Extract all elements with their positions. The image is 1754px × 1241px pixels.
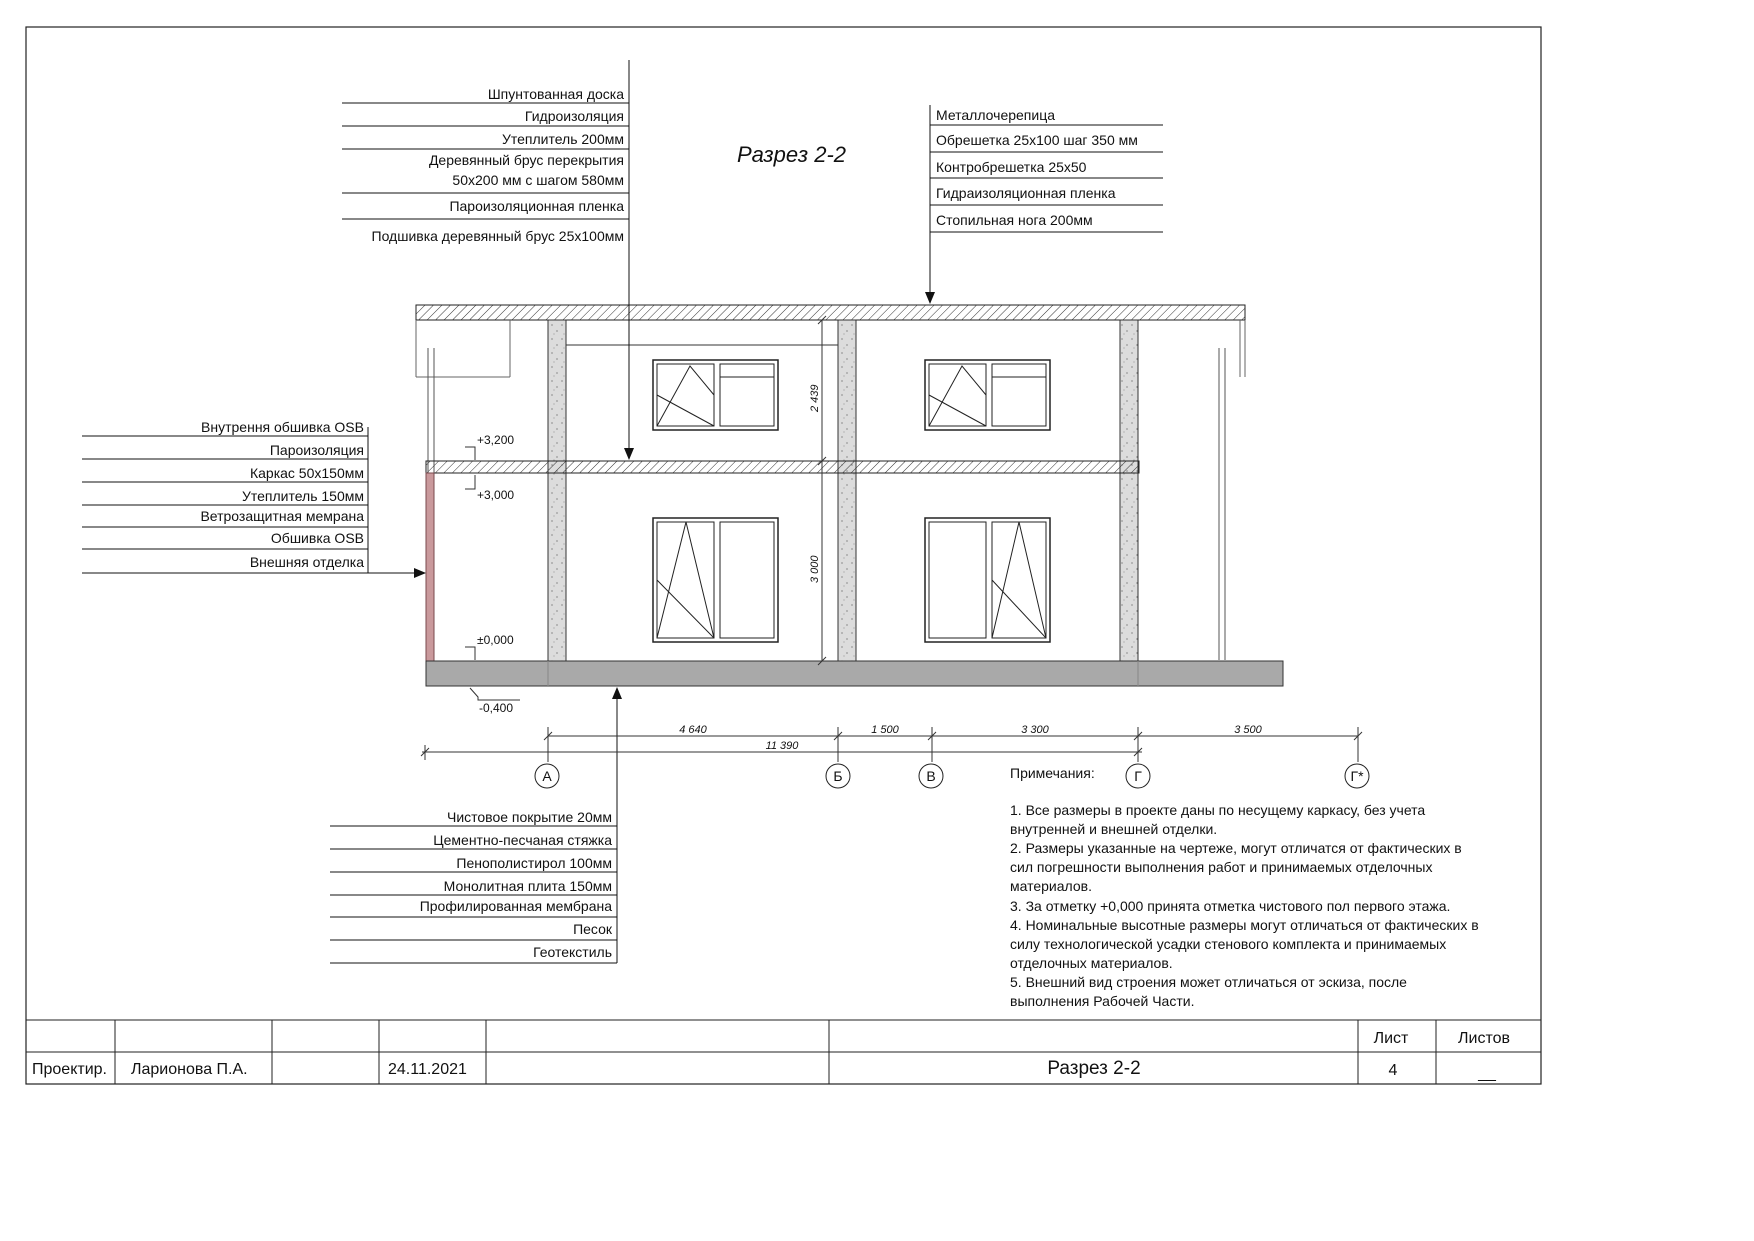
note-line: материалов. xyxy=(1010,878,1092,894)
ceiling-layer-4b: 50х200 мм с шагом 580мм xyxy=(452,172,624,188)
door-lower-left xyxy=(653,518,778,642)
wall-layer-2: Пароизоляция xyxy=(269,442,364,458)
note-line: сил погрешности выполнения работ и принимаемых отделочных xyxy=(1010,859,1433,875)
tb-sheets-label: Листов xyxy=(1458,1030,1510,1047)
dim-lower-height: 3 000 xyxy=(809,555,821,583)
floor-layer-7: Геотекстиль xyxy=(533,944,612,960)
floor-layer-4: Монолитная плита 150мм xyxy=(443,878,612,894)
column-a xyxy=(548,320,566,661)
roof-layers-callout xyxy=(930,105,1163,303)
ceiling-layer-6: Подшивка деревянный брус 25х100мм xyxy=(371,228,624,244)
dim-3300: 3 300 xyxy=(1021,724,1049,736)
axis-v: В xyxy=(926,768,936,784)
wall-layer-3: Каркас 50х150мм xyxy=(249,465,364,481)
wall-layer-4: Утеплитель 150мм xyxy=(241,488,364,504)
ceiling-layer-4a: Деревянный брус перекрытия xyxy=(428,152,624,168)
dim-upper-height: 2 439 xyxy=(809,384,821,412)
dim-1500: 1 500 xyxy=(871,724,899,736)
elev-0000: ±0,000 xyxy=(477,633,514,647)
floor-layer-6: Песок xyxy=(573,921,612,937)
elev-0400: -0,400 xyxy=(479,701,514,715)
floor-layer-3: Пенополистирол 100мм xyxy=(456,855,612,871)
dim-4640: 4 640 xyxy=(679,724,707,736)
note-line: 2. Размеры указанные на чертеже, могут отличатся от фактических в xyxy=(1010,840,1462,856)
note-line: силу технологической усадки стенового комплекта и принимаемых xyxy=(1010,936,1447,952)
horizontal-dimensions xyxy=(421,724,1362,762)
column-g xyxy=(1120,320,1138,661)
title-block xyxy=(26,1020,1541,1084)
window-upper-right xyxy=(925,360,1050,430)
tb-sheet-title: Разрез 2-2 xyxy=(1047,1058,1141,1079)
tb-role: Проектир. xyxy=(32,1061,107,1078)
floor-slab xyxy=(426,461,1139,473)
floor-layers-callout xyxy=(330,688,617,963)
axis-g-star: Г* xyxy=(1350,768,1364,784)
roof-slab xyxy=(416,305,1245,320)
drawing-title: Разрез 2-2 xyxy=(737,142,847,167)
ceiling-layers-callout xyxy=(342,60,629,459)
exterior-wall-finish xyxy=(426,473,434,661)
roof-layer-5: Стопильная нога 200мм xyxy=(936,212,1093,228)
ceiling-layer-1: Шпунтованная доска xyxy=(487,86,624,102)
note-line: 3. За отметку +0,000 принята отметка чистового пол первого этажа. xyxy=(1010,898,1451,914)
notes xyxy=(1010,765,1479,1009)
note-line: 4. Номинальные высотные размеры могут отличаться от фактических в xyxy=(1010,917,1479,933)
roof-layer-3: Контробрешетка 25х50 xyxy=(936,159,1087,175)
dim-3500: 3 500 xyxy=(1234,724,1262,736)
roof-layer-1: Металлочерепица xyxy=(936,107,1056,123)
axis-b: Б xyxy=(833,768,843,784)
wall-layer-6: Обшивка OSB xyxy=(270,530,364,546)
wall-layer-1: Внутрення обшивка OSB xyxy=(201,419,364,435)
tb-sheets-total: __ xyxy=(1478,1065,1496,1082)
wall-layer-5: Ветрозащитная мемрана xyxy=(200,508,364,524)
wall-layers-callout xyxy=(82,419,425,573)
note-line: внутренней и внешней отделки. xyxy=(1010,821,1218,837)
elev-3200: +3,200 xyxy=(477,433,515,447)
ceiling-layer-2: Гидроизоляция xyxy=(524,108,624,124)
tb-sheet-label: Лист xyxy=(1373,1030,1409,1047)
axis-g: Г xyxy=(1134,768,1142,784)
door-lower-right xyxy=(925,518,1050,642)
notes-heading: Примечания: xyxy=(1010,765,1095,781)
roof-layer-4: Гидраизоляционная пленка xyxy=(936,185,1116,201)
floor-layer-5: Профилированная мембрана xyxy=(419,898,612,914)
note-line: 5. Внешний вид строения может отличаться от эскиза, после xyxy=(1010,974,1407,990)
note-line: 1. Все размеры в проекте даны по несущему каркасу, без учета xyxy=(1010,802,1426,818)
foundation-slab xyxy=(426,661,1283,686)
column-b xyxy=(838,320,856,661)
ceiling-layer-5: Пароизоляционная пленка xyxy=(449,198,624,214)
axis-markers xyxy=(535,764,1369,788)
elev-3000: +3,000 xyxy=(477,488,515,502)
tb-name: Ларионова П.А. xyxy=(131,1061,248,1078)
note-line: отделочных материалов. xyxy=(1010,955,1173,971)
floor-layer-1: Чистовое покрытие 20мм xyxy=(446,809,612,825)
tb-date: 24.11.2021 xyxy=(388,1061,467,1078)
wall-layer-7: Внешняя отделка xyxy=(249,554,364,570)
floor-layer-2: Цементно-песчаная стяжка xyxy=(433,832,612,848)
axis-a: А xyxy=(542,768,552,784)
dim-11390: 11 390 xyxy=(765,740,799,752)
roof-layer-2: Обрешетка 25х100 шаг 350 мм xyxy=(936,132,1138,148)
ceiling-layer-3: Утеплитель 200мм xyxy=(501,131,624,147)
window-upper-left xyxy=(653,360,778,430)
note-line: выполнения Рабочей Части. xyxy=(1010,993,1195,1009)
vertical-dimension xyxy=(809,316,826,665)
building-section xyxy=(416,305,1283,686)
tb-sheet-number: 4 xyxy=(1388,1062,1398,1079)
